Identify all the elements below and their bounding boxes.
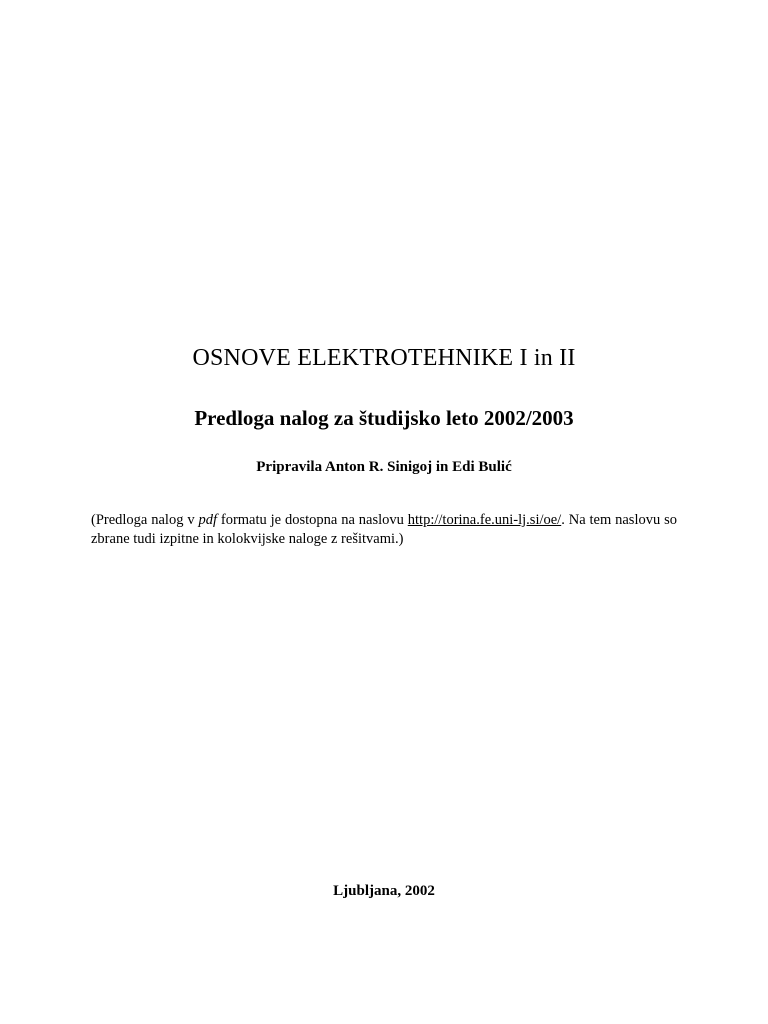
note-text-3: . Na tem naslovu so zbrane tudi izpitne in kolokvijske naloge z rešitvami.) [91, 512, 677, 547]
document-subtitle: Predloga nalog za študijsko leto 2002/2003 [194, 406, 574, 430]
note-pdf-word: pdf [198, 512, 217, 528]
availability-note [91, 511, 677, 549]
document-title: OSNOVE ELEKTROTEHNIKE I in II [192, 345, 576, 371]
authors-line: Pripravila Anton R. Sinigoj in Edi Bulić [256, 459, 512, 475]
note-text-2: formatu je dostopna na naslovu [217, 512, 408, 528]
place-and-date: Ljubljana, 2002 [333, 883, 435, 899]
course-url-link[interactable]: http://torina.fe.uni-lj.si/oe/ [407, 512, 562, 528]
note-text-1: (Predloga nalog v [91, 512, 199, 528]
